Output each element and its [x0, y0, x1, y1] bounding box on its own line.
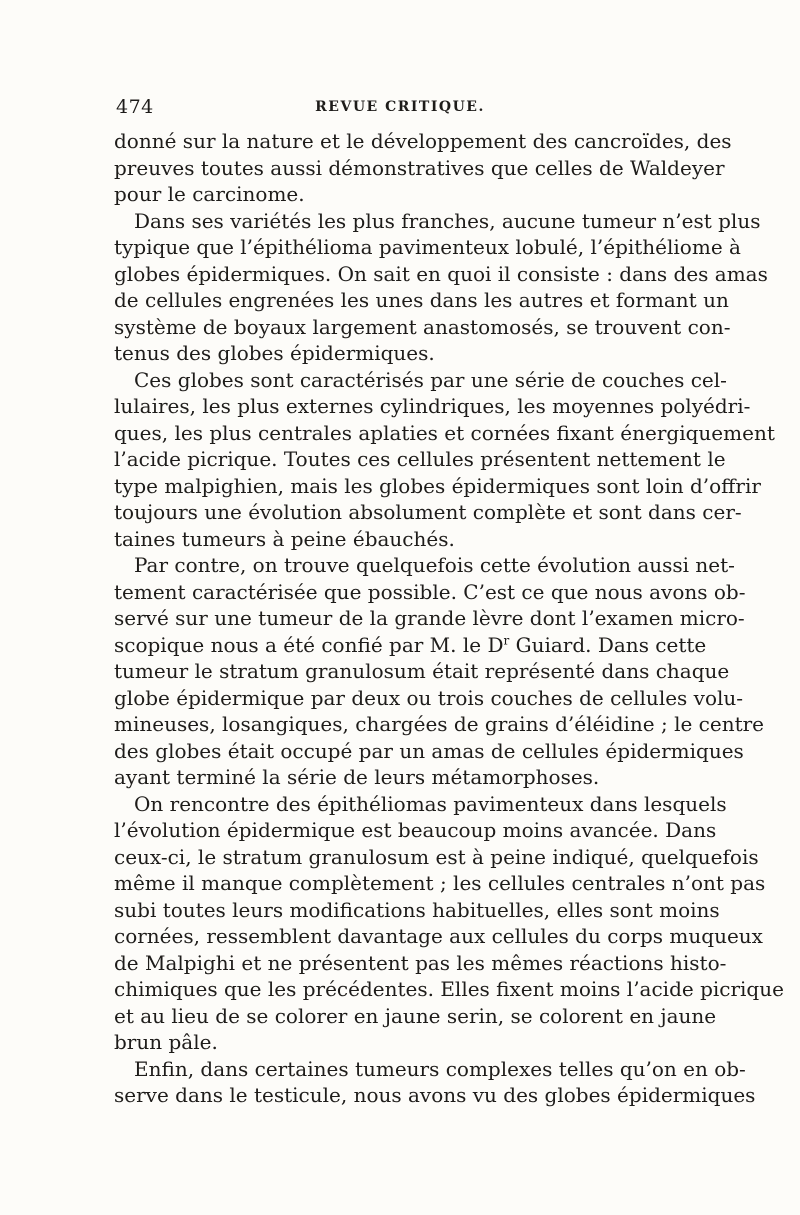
text-line: type malpighien, mais les globes épidermiques sont loin d’offrir [114, 473, 761, 498]
body-text [114, 128, 784, 1109]
text-line: de Malpighi et ne présentent pas les mêmes réactions histo- [114, 950, 727, 975]
text-line: Ces globes sont caractérisés par une série de couches cel- [134, 367, 727, 392]
superscript: r [503, 632, 510, 647]
text-line: globe épidermique par deux ou trois couches de cellules volu- [114, 685, 744, 710]
text-line: toujours une évolution absolument complète et sont dans cer- [114, 500, 742, 524]
text-line-with-superscript [114, 632, 707, 659]
text-line: Par contre, on trouve quelquefois cette évolution aussi net- [134, 553, 735, 577]
text-line: ques, les plus centrales aplaties et cornées fixant énergiquement [114, 420, 775, 445]
text-line: l’évolution épidermique est beaucoup moins avancée. Dans [114, 818, 717, 842]
text-line: Enfin, dans certaines tumeurs complexes telles qu’on en ob- [134, 1056, 746, 1081]
text-line: subi toutes leurs modifications habituelles, elles sont moins [114, 897, 720, 922]
text-line: système de boyaux largement anastomosés, se trouvent con- [114, 314, 731, 339]
text-line: tumeur le stratum granulosum était représenté dans chaque [114, 659, 730, 683]
book-page [114, 96, 784, 1109]
text-line: chimiques que les précédentes. Elles fixent moins l’acide picrique [114, 977, 784, 1001]
running-title: REVUE CRITIQUE. [315, 99, 485, 115]
text-line: l’acide picrique. Toutes ces cellules présentent nettement le [114, 447, 726, 471]
text-line: ceux-ci, le stratum granulosum est à peine indiqué, quelquefois [114, 844, 759, 869]
text-line: de cellules engrenées les unes dans les autres et formant un [114, 288, 729, 312]
text-line: Dans ses variétés les plus franches, aucune tumeur n’est plus [134, 208, 761, 233]
running-head [114, 96, 686, 124]
text-line: On rencontre des épithéliomas pavimenteux dans lesquels [134, 791, 727, 816]
text-line: globes épidermiques. On sait en quoi il consiste : dans des amas [114, 261, 768, 286]
text-line: lulaires, les plus externes cylindriques, les moyennes polyédri- [114, 394, 751, 418]
text-line: des globes était occupé par un amas de cellules épidermiques [114, 738, 744, 763]
text-line: typique que l’épithélioma pavimenteux lobulé, l’épithéliome à [114, 235, 741, 259]
text-line: et au lieu de se colorer en jaune serin, se colorent en jaune [114, 1003, 717, 1028]
text-line-part: scopique nous a été confié par M. le D [114, 632, 504, 657]
text-line: taines tumeurs à peine ébauchés. [114, 526, 455, 551]
text-line: preuves toutes aussi démonstratives que celles de Waldeyer [114, 155, 725, 180]
text-line: ayant terminé la série de leurs métamorphoses. [114, 765, 600, 789]
text-line: mineuses, losangiques, chargées de grains d’éléidine ; le centre [114, 712, 765, 736]
text-line: même il manque complètement ; les cellules centrales n’ont pas [114, 871, 766, 895]
text-line: servé sur une tumeur de la grande lèvre dont l’examen micro- [114, 606, 745, 630]
text-line: serve dans le testicule, nous avons vu des globes épidermiques [114, 1083, 756, 1107]
page-number: 474 [116, 96, 154, 118]
text-line-part: Guiard. Dans cette [509, 632, 707, 657]
text-line: cornées, ressemblent davantage aux cellules du corps muqueux [114, 924, 763, 948]
text-line: pour le carcinome. [114, 182, 305, 206]
text-line: tenus des globes épidermiques. [114, 341, 435, 365]
text-line: brun pâle. [114, 1030, 218, 1054]
text-line: donné sur la nature et le développement des cancroïdes, des [114, 129, 732, 153]
text-line: tement caractérisée que possible. C’est ce que nous avons ob- [114, 579, 746, 604]
